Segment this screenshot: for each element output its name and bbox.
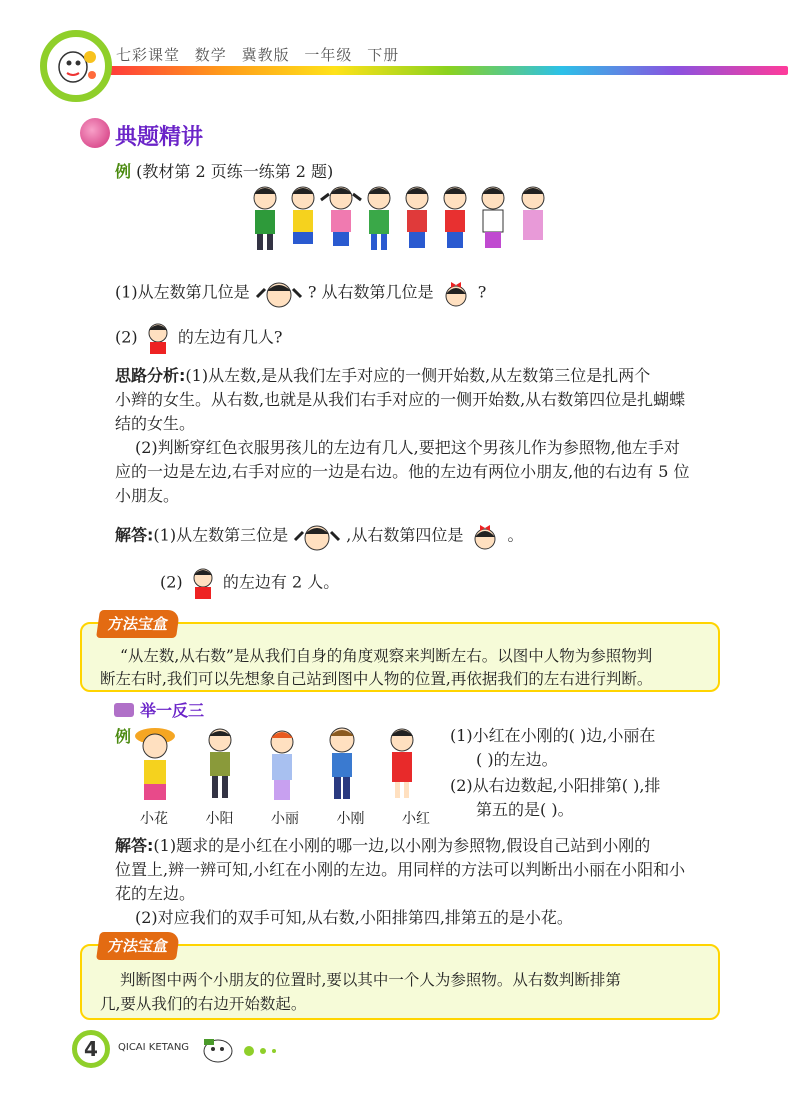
- analysis-label: 思路分析:: [115, 366, 186, 385]
- child-figure-bow: [482, 187, 504, 248]
- q1-text-a: (1)从左数第几位是: [115, 282, 250, 302]
- girl-bow-icon: [439, 276, 473, 310]
- q1-text-b: ? 从右数第几位是: [307, 282, 434, 302]
- practice-q1-a: (1)小红在小刚的( )边,小丽在: [450, 726, 656, 745]
- header-rainbow-stripe: [108, 66, 788, 75]
- practice-label: 例: [115, 727, 132, 746]
- practice-q2-b: 第五的是( )。: [476, 800, 574, 819]
- analysis-line-4: (2)判断穿红色衣服男孩儿的左边有几人,要把这个男孩儿作为参照物,他左手对: [135, 438, 680, 457]
- practice-answer-text: (1)题求的是小红在小刚的哪一边,以小刚为参照物,假设自己站到小刚的: [153, 836, 651, 855]
- boy-red-icon: [188, 565, 218, 601]
- girl-bow-icon: [468, 519, 502, 553]
- child-figure: [522, 187, 544, 240]
- practice-answer-line-3: 花的左边。: [115, 884, 196, 903]
- section-title: 典题精讲: [115, 125, 204, 150]
- q2-text-b: 的左边有几人?: [177, 327, 283, 347]
- page-number: 4: [72, 1030, 110, 1068]
- practice-q2-a: (2)从右边数起,小阳排第( ),排: [450, 776, 661, 795]
- child-xiaoyang: [209, 729, 231, 798]
- q2-text-a: (2): [115, 327, 138, 347]
- analysis-line-6: 小朋友。: [115, 486, 180, 505]
- child-figure: [292, 187, 314, 244]
- child-figure: [368, 187, 390, 250]
- a1-text-a: (1)从左数第三位是: [153, 525, 289, 545]
- name-xiaoyang: 小阳: [205, 811, 234, 827]
- child-xiaoli: [271, 731, 293, 800]
- practice-q1-b: ( )的左边。: [476, 750, 558, 769]
- child-figure: [254, 187, 276, 250]
- five-children-illustration: [130, 722, 430, 807]
- child-figure-pigtails: [321, 187, 361, 246]
- practice-answer-line-4: (2)对应我们的双手可知,从右数,小阳排第四,排第五的是小花。: [135, 908, 573, 927]
- child-figure: [444, 187, 466, 248]
- name-xiaogang: 小刚: [336, 811, 365, 827]
- name-xiaohua: 小花: [140, 811, 168, 827]
- child-figure: [406, 187, 428, 248]
- method-box-2-tag: 方法宝盒: [96, 932, 180, 960]
- name-xiaohong: 小红: [402, 811, 430, 827]
- method-box-2-line-1: 判断图中两个小朋友的位置时,要以其中一个人为参照物。从右数判断排第: [120, 971, 621, 989]
- method-box-2-line-2: 几,要从我们的右边开始数起。: [100, 995, 307, 1013]
- analysis-text: (1)从左数,是从我们左手对应的一侧开始数,从左数第三位是扎两个: [185, 366, 651, 385]
- children-row-illustration: [245, 180, 555, 255]
- practice-title: 举一反三: [140, 701, 205, 720]
- example-label: 例: [115, 162, 132, 181]
- child-xiaohong: [391, 729, 413, 798]
- practice-answer-line-2: 位置上,辨一辨可知,小红在小刚的左边。用同样的方法可以判断出小丽在小阳和小: [115, 860, 686, 879]
- header-series: 七彩课堂: [116, 46, 181, 64]
- footer-brand: QICAI KETANG: [118, 1042, 190, 1053]
- practice-answer-label: 解答:: [115, 836, 154, 855]
- header-title: [116, 44, 408, 65]
- header-grade: 一年级: [304, 46, 353, 64]
- method-box-1-line-2: 断左右时,我们可以先想象自己站到图中人物的位置,再依据我们的左右进行判断。: [100, 670, 653, 688]
- answer-2: [160, 565, 339, 601]
- a1-text-c: 。: [507, 525, 524, 545]
- q1-text-c: ?: [477, 282, 487, 302]
- analysis-line-5: 应的一边是左边,右手对应的一边是右边。他的左边有两位小朋友,他的右边有 5 位: [115, 462, 690, 481]
- boy-red-icon: [143, 320, 173, 356]
- header-volume: 下册: [367, 46, 400, 64]
- method-box-1-tag: 方法宝盒: [96, 610, 180, 638]
- girl-pigtails-icon: [293, 518, 341, 554]
- girl-pigtails-icon: [255, 275, 303, 311]
- footer-dot: [244, 1046, 254, 1056]
- footer-dot: [260, 1048, 266, 1054]
- header-edition: 冀教版: [241, 46, 290, 64]
- answer-1: [115, 518, 524, 554]
- child-xiaohua: [135, 728, 175, 800]
- example-source: (教材第 2 页练一练第 2 题): [136, 162, 334, 181]
- question-2: [115, 320, 282, 356]
- child-xiaogang: [330, 728, 354, 799]
- children-names-row: [140, 808, 430, 828]
- name-xiaoli: 小丽: [271, 811, 299, 827]
- a2-text-b: 的左边有 2 人。: [222, 572, 340, 592]
- answer-label: 解答:: [115, 525, 154, 545]
- header-subject: 数学: [194, 46, 227, 64]
- mascot-icon: [47, 37, 105, 95]
- a1-text-b: ,从右数第四位是: [346, 525, 464, 545]
- section-fruit-icon: [80, 118, 110, 148]
- question-1: [115, 275, 486, 311]
- practice-icon: [114, 703, 134, 717]
- a2-text-a: (2): [160, 572, 183, 592]
- analysis-line-3: 结的女生。: [115, 414, 196, 433]
- footer-mascot-icon: [200, 1035, 240, 1065]
- method-box-1-line-1: “从左数,从右数”是从我们自身的角度观察来判断左右。以图中人物为参照物判: [120, 647, 653, 665]
- analysis-line-2: 小辫的女生。从右数,也就是从我们右手对应的一侧开始数,从右数第四位是扎蝴蝶: [115, 390, 686, 409]
- header-mascot-badge: [40, 30, 112, 102]
- footer-dot: [272, 1049, 276, 1053]
